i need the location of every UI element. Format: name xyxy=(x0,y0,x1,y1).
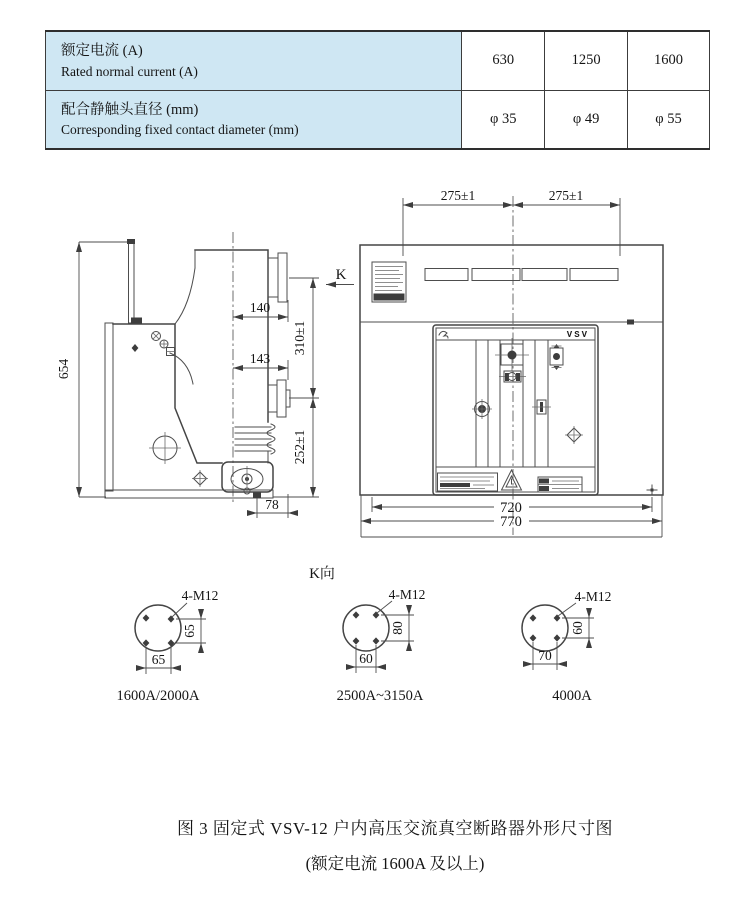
instruction-plate xyxy=(438,473,498,491)
value-cell: φ 35 xyxy=(462,90,545,149)
flange-view-1600a xyxy=(117,588,219,704)
front-view xyxy=(360,188,663,537)
dim-vertical-label: 65 xyxy=(182,624,197,638)
dim-horizontal-label: 65 xyxy=(151,652,166,667)
dim-vertical-label: 80 xyxy=(390,621,405,635)
dim-terminal-spacing xyxy=(289,278,319,398)
dim-vertical-label: 60 xyxy=(570,621,585,635)
current-rating-label: 4000A xyxy=(552,688,592,704)
keyhole-target xyxy=(565,426,583,444)
dim-label-654: 654 xyxy=(56,358,71,380)
spring-state-indicator xyxy=(550,344,563,370)
value-cell: 1250 xyxy=(545,31,628,90)
dim-horizontal-label: 70 xyxy=(538,648,552,663)
current-rating-label: 2500A~3150A xyxy=(336,688,424,704)
row-label-zh: 配合静触头直径 (mm) xyxy=(61,101,199,118)
figure-caption-line2: (额定电流 1600A 及以上) xyxy=(305,854,485,873)
dim-label-140: 140 xyxy=(249,300,271,315)
dim-label-310: 310±1 xyxy=(292,320,307,356)
dim-label-770: 770 xyxy=(500,514,522,530)
flange-views xyxy=(117,565,612,704)
bellows-insulator xyxy=(235,424,275,454)
dim-label-252: 252±1 xyxy=(292,429,307,465)
value-cell: φ 55 xyxy=(628,90,710,149)
nameplate xyxy=(372,262,406,302)
ventilation-slots xyxy=(425,269,618,281)
panel-model-label: VSV xyxy=(566,330,589,340)
dim-lower-section xyxy=(273,398,319,497)
rating-label xyxy=(538,477,582,492)
k-view-arrow xyxy=(326,267,354,285)
foot-bolt-marker xyxy=(192,470,208,487)
base-foot xyxy=(192,462,273,494)
dim-lower-terminal xyxy=(233,351,288,380)
rear-mounting-strip xyxy=(127,239,135,323)
figure-caption-line1: 图 3 固定式 VSV-12 户内高压交流真空断路器外形尺寸图 xyxy=(176,819,614,838)
dim-total-height xyxy=(56,242,131,497)
handle-aperture xyxy=(499,371,526,382)
row-label-en: Rated normal current (A) xyxy=(61,63,198,79)
breaker-body-outline xyxy=(360,245,663,495)
figure-caption xyxy=(20,814,750,874)
row-label-en: Corresponding fixed contact diameter (mm) xyxy=(61,122,299,138)
dim-label-143: 143 xyxy=(249,351,271,366)
bolt-spec-label: 4-M12 xyxy=(388,587,426,602)
value-cell: 630 xyxy=(462,31,545,90)
flange-view-4000a xyxy=(522,589,611,704)
dim-horizontal-label: 60 xyxy=(359,651,373,666)
value-cell: 1600 xyxy=(628,31,710,90)
close-button-symbol xyxy=(472,399,492,419)
bolt-spec-label: 4-M12 xyxy=(181,588,219,603)
position-marker-diamond xyxy=(132,344,139,352)
dim-label-275-right: 275±1 xyxy=(548,188,584,203)
flange-section-title: K向 xyxy=(309,566,335,582)
k-view-label: K xyxy=(335,267,347,283)
mechanism-box xyxy=(105,268,273,498)
dim-bottom-widths xyxy=(361,495,662,537)
upper-terminal xyxy=(268,253,287,302)
value-cell: φ 49 xyxy=(545,90,628,149)
warning-triangle xyxy=(502,470,522,490)
datum-cross xyxy=(647,485,657,495)
screw-symbols xyxy=(152,332,175,356)
dim-pole-pitch xyxy=(403,188,620,256)
row-label-zh: 额定电流 (A) xyxy=(61,43,143,60)
flange-view-2500a xyxy=(337,587,426,704)
dim-label-78: 78 xyxy=(265,497,279,512)
dim-label-720: 720 xyxy=(500,500,522,516)
lower-terminal xyxy=(268,380,290,417)
side-view xyxy=(56,232,354,518)
bolt-spec-label: 4-M12 xyxy=(574,589,612,604)
front-panel xyxy=(433,325,598,495)
current-rating-label: 1600A/2000A xyxy=(116,688,200,704)
divider-latch xyxy=(627,320,634,325)
brand-logo-mark xyxy=(439,331,448,338)
dim-label-275-left: 275±1 xyxy=(440,188,476,203)
dim-upper-terminal xyxy=(233,300,288,322)
